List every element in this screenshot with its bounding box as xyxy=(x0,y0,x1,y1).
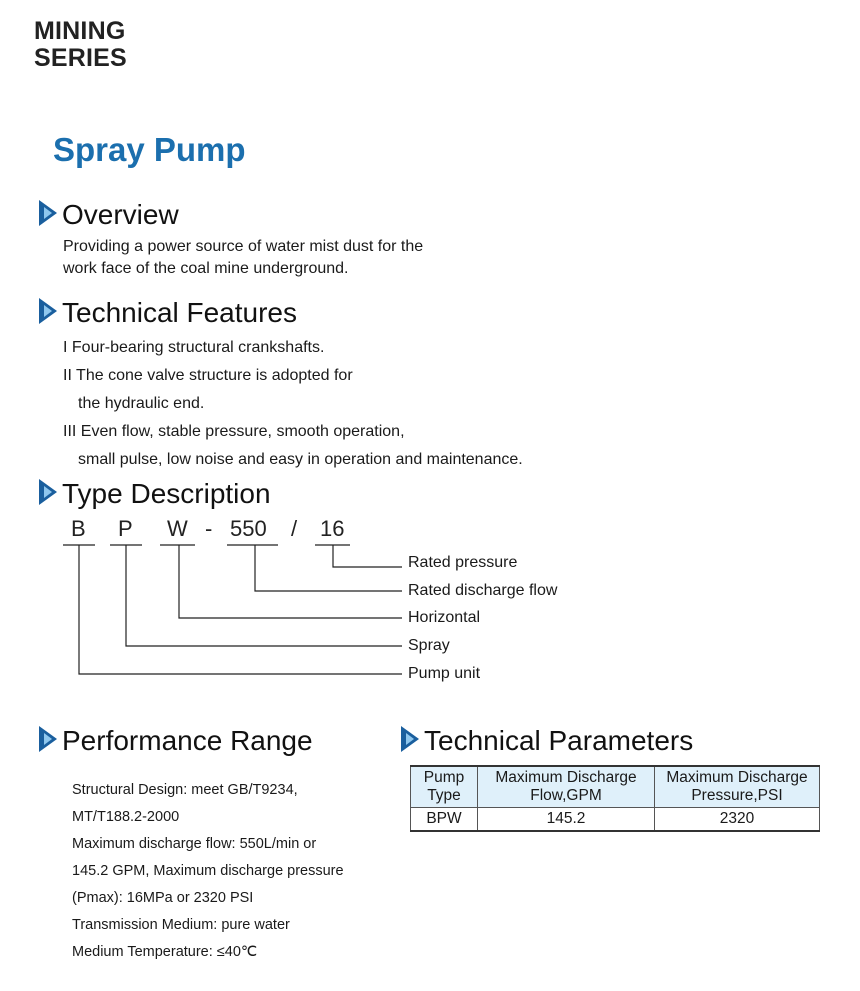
performance-line: Medium Temperature: ≤40℃ xyxy=(72,944,258,960)
label-pump-unit: Pump unit xyxy=(408,665,481,682)
label-spray: Spray xyxy=(408,637,450,654)
model-code-flow: 550 xyxy=(230,516,267,541)
type-description-heading-text: Type Description xyxy=(62,478,271,509)
model-code-pressure: 16 xyxy=(320,516,345,541)
header-line: Flow,GPM xyxy=(530,787,602,804)
features-heading-text: Technical Features xyxy=(62,297,298,328)
label-rated-pressure: Rated pressure xyxy=(408,554,518,571)
page-title: Spray Pump xyxy=(53,131,246,168)
series-line-1: MINING xyxy=(34,17,126,45)
performance-heading xyxy=(38,724,313,757)
performance-line: Maximum discharge flow: 550L/min or xyxy=(72,836,317,852)
table-cell: 145.2 xyxy=(478,808,655,832)
model-code-w: W xyxy=(167,516,188,541)
header-line: Pressure,PSI xyxy=(691,787,783,804)
header-line: Pump xyxy=(423,769,465,786)
model-code-b: B xyxy=(71,516,86,541)
table-row xyxy=(411,808,820,832)
table-header-row xyxy=(411,766,820,808)
table-cell: 2320 xyxy=(655,808,820,832)
header-line: Maximum Discharge xyxy=(666,769,808,786)
table-header-cell xyxy=(411,766,478,808)
performance-heading-text: Performance Range xyxy=(62,725,313,756)
header-line: Maximum Discharge xyxy=(495,769,637,786)
performance-line: 145.2 GPM, Maximum discharge pressure xyxy=(72,863,344,879)
feature-item: I Four-bearing structural crankshafts. xyxy=(63,339,325,356)
table-header-cell xyxy=(655,766,820,808)
parameters-heading xyxy=(400,724,693,757)
triangle-bullet-icon xyxy=(400,724,420,754)
model-code-dash: - xyxy=(205,516,213,541)
model-code-slash: / xyxy=(291,516,298,541)
overview-line: work face of the coal mine underground. xyxy=(63,260,349,277)
feature-item: small pulse, low noise and easy in operation and maintenance. xyxy=(78,451,523,468)
performance-line: (Pmax): 16MPa or 2320 PSI xyxy=(72,890,254,906)
series-line-2: SERIES xyxy=(34,44,127,72)
label-rated-discharge-flow: Rated discharge flow xyxy=(408,582,558,599)
label-horizontal: Horizontal xyxy=(408,609,481,626)
performance-line: Transmission Medium: pure water xyxy=(72,917,290,933)
table-cell: BPW xyxy=(411,808,478,832)
model-code-p: P xyxy=(118,516,133,541)
parameters-table xyxy=(410,765,820,832)
feature-item: the hydraulic end. xyxy=(78,395,205,412)
triangle-bullet-icon xyxy=(38,724,58,754)
feature-item: II The cone valve structure is adopted for xyxy=(63,367,353,384)
overview-line: Providing a power source of water mist dust for the xyxy=(63,238,424,255)
feature-item: III Even flow, stable pressure, smooth operation, xyxy=(63,423,405,440)
header-line: Type xyxy=(427,787,461,804)
overview-heading-text: Overview xyxy=(62,199,179,230)
parameters-heading-text: Technical Parameters xyxy=(424,725,694,756)
performance-line: MT/T188.2-2000 xyxy=(72,809,180,825)
performance-list xyxy=(72,777,344,966)
performance-line: Structural Design: meet GB/T9234, xyxy=(72,782,298,798)
table-header-cell xyxy=(478,766,655,808)
